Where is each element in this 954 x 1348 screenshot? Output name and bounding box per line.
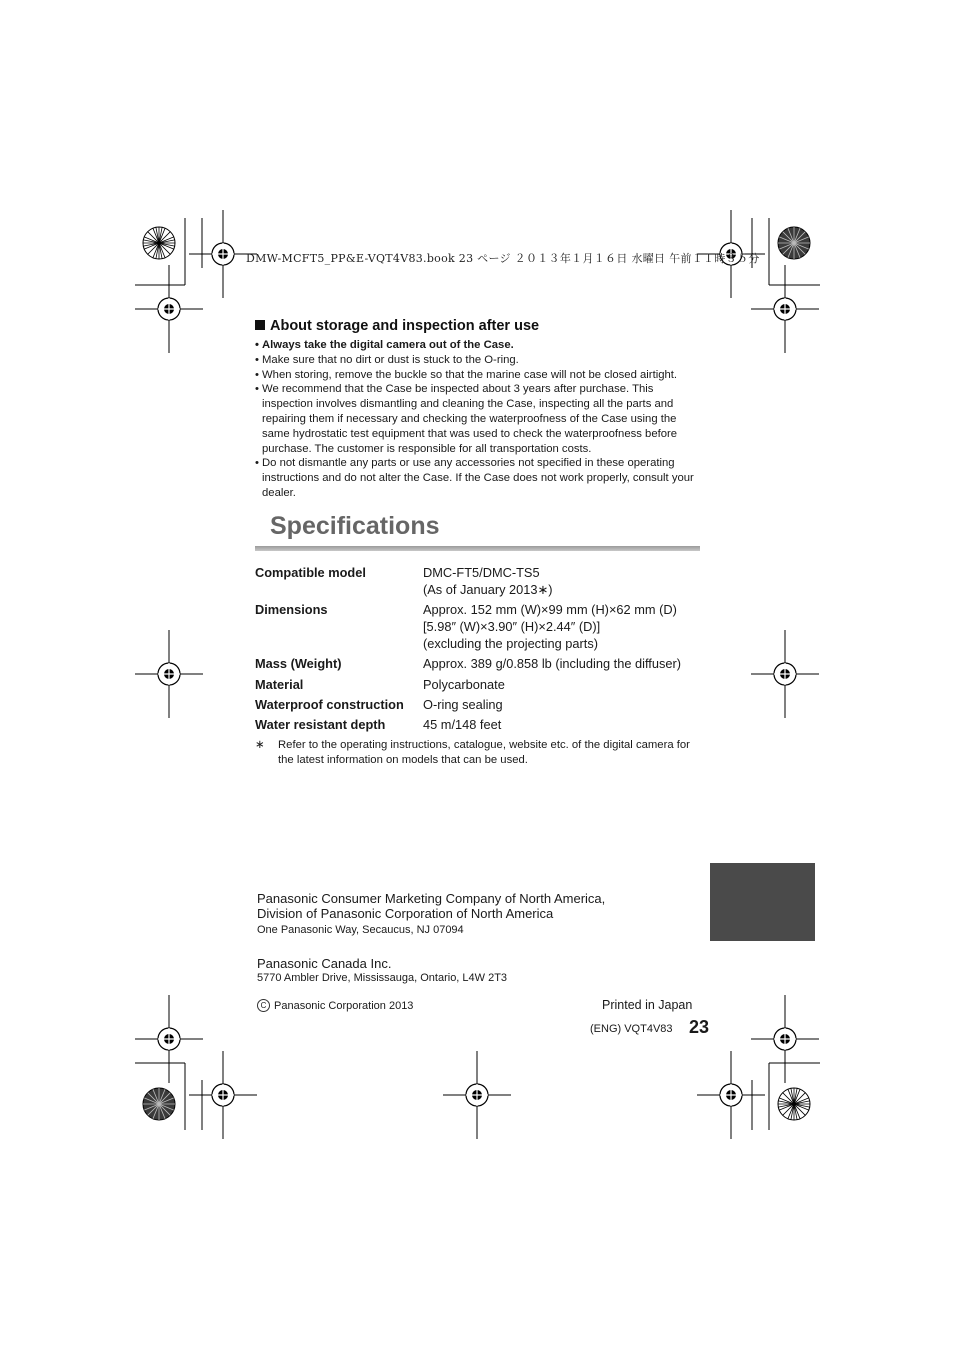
table-row <box>255 697 705 714</box>
spec-label: Material <box>255 676 304 692</box>
specifications-title: Specifications <box>270 512 440 540</box>
spec-value-line: [5.98″ (W)×3.90″ (H)×2.44″ (D)] <box>423 618 601 634</box>
spec-value-line: Approx. 389 g/0.858 lb (including the diffuser) <box>423 656 681 672</box>
table-row <box>255 677 705 694</box>
footnote <box>255 738 705 767</box>
specifications-table <box>255 565 705 738</box>
spec-value-line: Approx. 152 mm (W)×99 mm (H)×62 mm (D) <box>423 602 677 618</box>
company-name-line: Division of Panasonic Corporation of North America <box>257 905 554 921</box>
spec-value-line: O-ring sealing <box>423 696 503 712</box>
storage-heading <box>255 318 539 334</box>
list-item: • Do not dismantle any parts or use any accessories not specified in these operating instructions and do not alter the Case. If the Case does not work properly, consult your dealer. <box>255 456 705 500</box>
spec-value-line: Polycarbonate <box>423 676 505 692</box>
spec-value <box>423 717 705 734</box>
page-number: 23 <box>689 1017 710 1037</box>
spec-value <box>423 656 705 673</box>
spec-label: Mass (Weight) <box>255 656 342 672</box>
spec-label: Water resistant depth <box>255 717 386 733</box>
spec-value-line: (excluding the projecting parts) <box>423 635 598 651</box>
storage-bullet-list <box>255 338 705 501</box>
table-row <box>255 602 705 652</box>
title-underline-bar <box>255 546 700 551</box>
company-address: One Panasonic Way, Secaucus, NJ 07094 <box>257 924 464 936</box>
copyright-text: Panasonic Corporation 2013 <box>274 999 414 1012</box>
spec-label: Waterproof construction <box>255 696 404 712</box>
spec-value <box>423 677 705 694</box>
printed-in: Printed in Japan <box>602 998 693 1012</box>
list-item: • Always take the digital camera out of the Case. <box>255 338 705 353</box>
table-row <box>255 656 705 673</box>
spec-label: Dimensions <box>255 602 328 618</box>
square-bullet-icon <box>255 320 265 330</box>
company-name <box>257 892 605 921</box>
spec-value <box>423 602 705 652</box>
list-item: • We recommend that the Case be inspected about 3 years after purchase. This inspection involves dismantling and cleaning the Case, inspecting all the parts and repairing them if necessary and checking the waterproofness of the Case using the same hydrostatic test equipment that was used to check the waterproofness before purchase. The customer is responsible for all transportation costs. <box>255 382 705 456</box>
footnote-mark: ∗ <box>255 739 265 751</box>
table-row <box>255 717 705 734</box>
table-row <box>255 565 705 599</box>
storage-heading-text: About storage and inspection after use <box>270 318 540 334</box>
copyright <box>257 999 413 1012</box>
spec-value-line: (As of January 2013∗) <box>423 581 553 597</box>
list-item: • Make sure that no dirt or dust is stuck to the O-ring. <box>255 353 705 368</box>
document-code: (ENG) VQT4V83 <box>590 1023 673 1035</box>
copyright-icon: C <box>257 999 270 1012</box>
footnote-text: Refer to the operating instructions, catalogue, website etc. of the digital camera for the latest information on models that can be used. <box>278 739 690 766</box>
list-item: • When storing, remove the buckle so that the marine case will not be closed airtight. <box>255 368 705 383</box>
canada-company-address: 5770 Ambler Drive, Mississauga, Ontario, L4W 2T3 <box>257 972 508 984</box>
canada-company-name: Panasonic Canada Inc. <box>257 956 392 971</box>
company-name-line: Panasonic Consumer Marketing Company of North America, <box>257 891 606 906</box>
spec-value-line: DMC-FT5/DMC-TS5 <box>423 565 540 580</box>
spec-value <box>423 565 705 599</box>
spec-label: Compatible model <box>255 565 366 580</box>
spec-value-line: 45 m/148 feet <box>423 717 502 733</box>
print-header-line: DMW-MCFT5_PP&E-VQT4V83.book 23 ページ ２０１３年１月１６日 水曜日 午前１１時３５分 <box>246 252 760 265</box>
spec-value <box>423 697 705 714</box>
section-side-tab <box>710 863 815 941</box>
